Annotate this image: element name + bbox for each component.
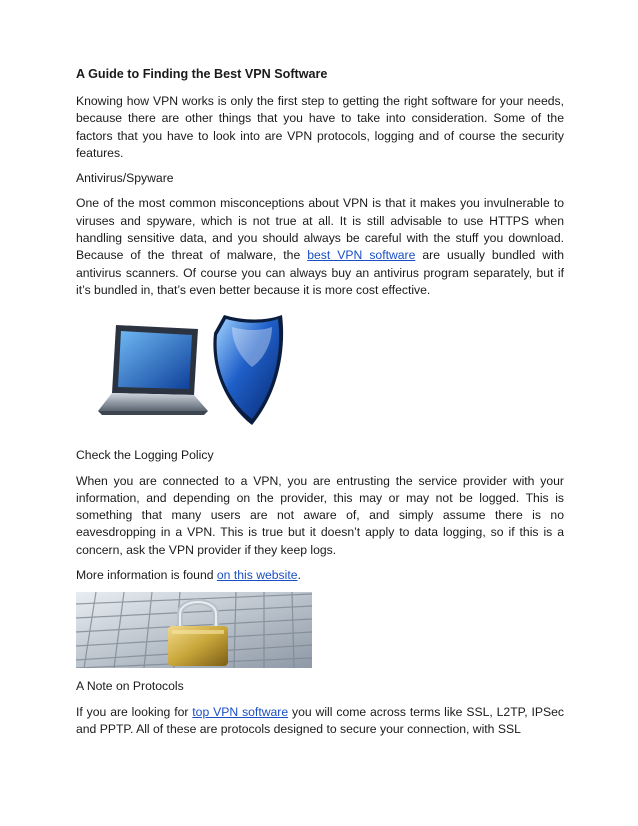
padlock-keyboard-image — [76, 592, 312, 668]
section-heading-protocols: A Note on Protocols — [76, 679, 184, 694]
protocols-text-before: If you are looking for — [76, 704, 193, 719]
protocols-text-after: you will come across terms like SSL, L2TP, IPSec and PPTP. All of these are protocols designed to secure your connection, with SSL — [76, 704, 564, 736]
protocols-paragraph — [76, 704, 564, 739]
section-heading-antivirus: Antivirus/Spyware — [76, 171, 174, 186]
document-title — [76, 66, 564, 83]
intro-paragraph: Knowing how VPN works is only the first step to getting the right software for your needs, because there are other things that you have to take into consideration. Some of the factors that you have to look into are VPN protocols, logging and of course the security features. — [76, 94, 564, 160]
more-info-text: More information is found — [76, 568, 217, 583]
antivirus-paragraph — [76, 195, 564, 299]
laptop-shield-image — [76, 307, 321, 437]
antivirus-text-before: One of the most common misconceptions about VPN is that it makes you invulnerable to viruses and spyware, which is not true at all. It is still advisable to use HTTPS when handling sensitive data, and you should always be careful with the stuff you download. Because of the threat of malware, the — [76, 196, 564, 263]
antivirus-text-after: are usually bundled with antivirus scanners. Of course you can always buy an antivirus program separately, but if it’s bundled in, that’s even better because it is more cost effective. — [76, 248, 564, 297]
section-heading-logging: Check the Logging Policy — [76, 448, 214, 463]
logging-paragraph: When you are connected to a VPN, you are entrusting the service provider with your information, and depending on the provider, this may or may not be logged. This is something that many users are not aware of, and simply assume there is no eavesdropping in a VPN. This is true but it doesn’t apply to data logging, so if this is a concern, ask the VPN provider if they keep logs. — [76, 473, 564, 557]
website-link[interactable]: on this website — [216, 568, 298, 583]
title-highlight: Best VPN Software — [214, 67, 328, 81]
title-lead: A Guide to Finding the — [76, 67, 215, 81]
padlock-icon — [76, 592, 312, 668]
laptop-shield-icon — [76, 307, 321, 437]
more-info-period: . — [297, 568, 301, 583]
more-info-paragraph — [76, 567, 564, 584]
document-page — [76, 66, 564, 746]
best-vpn-software-link[interactable]: best VPN software — [307, 248, 416, 263]
top-vpn-software-link[interactable]: top VPN software — [192, 704, 289, 719]
